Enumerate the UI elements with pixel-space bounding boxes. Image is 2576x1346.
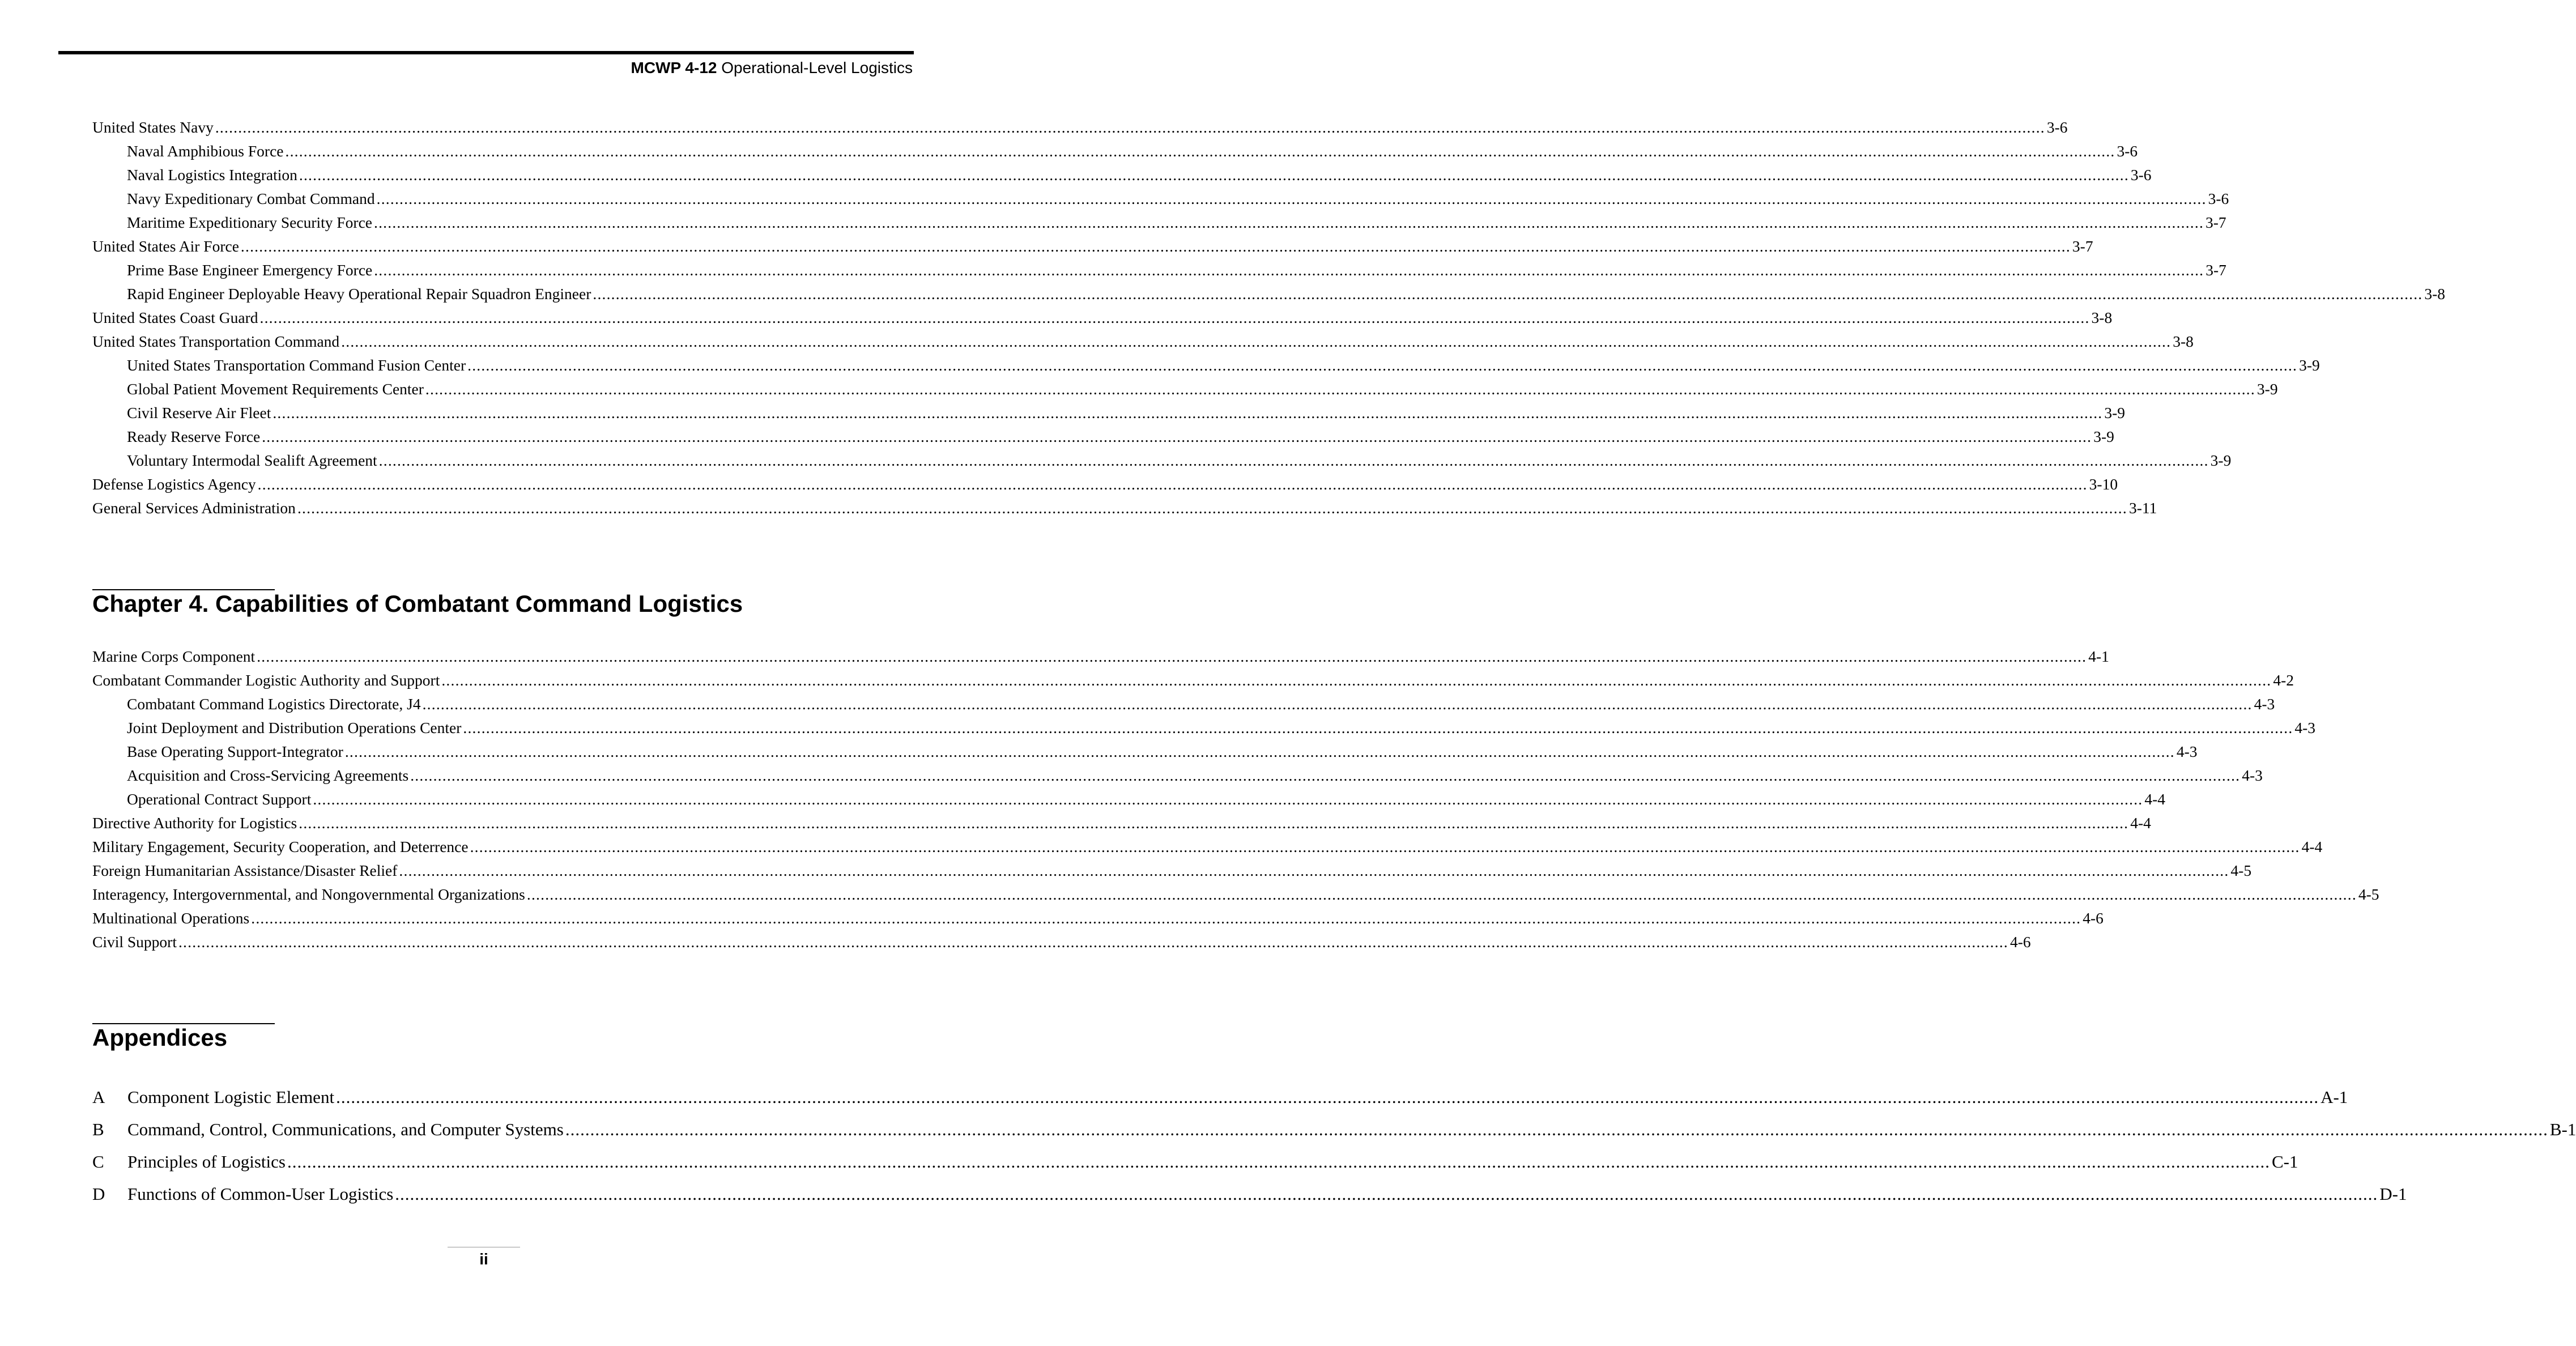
dot-leader: ................................................................................................................................................................................................................................................................................................................................................................................................................ [425, 380, 2255, 398]
dot-leader: ................................................................................................................................................................................................................................................................................................................................................................................................................ [399, 862, 2229, 879]
toc-entry[interactable] [92, 425, 2114, 449]
toc-entry[interactable] [92, 353, 2320, 377]
dot-leader: ................................................................................................................................................................................................................................................................................................................................................................................................................ [262, 428, 2092, 445]
appendix-title: Principles of Logistics [127, 1152, 286, 1172]
toc-entry-title: Naval Logistics Integration [127, 166, 297, 184]
toc-entry-page: 3-7 [2205, 261, 2226, 279]
toc-entry-title: Directive Authority for Logistics [92, 814, 297, 832]
dot-leader: ................................................................................................................................................................................................................................................................................................................................................................................................................ [467, 356, 2298, 374]
dot-leader: ................................................................................................................................................................................................................................................................................................................................................................................................................ [336, 1087, 2319, 1107]
dot-leader: ................................................................................................................................................................................................................................................................................................................................................................................................................ [240, 237, 2071, 255]
toc-entry[interactable] [92, 472, 2118, 496]
toc-entry[interactable] [92, 764, 2263, 787]
toc-entry-page: 3-10 [2089, 475, 2118, 493]
toc-entry-page: 4-4 [2301, 838, 2323, 855]
toc-entry[interactable] [92, 258, 2226, 282]
toc-entry[interactable] [92, 787, 2166, 811]
toc-entry-page: 3-7 [2205, 214, 2226, 231]
dot-leader: ................................................................................................................................................................................................................................................................................................................................................................................................................ [374, 214, 2204, 231]
toc-entry-page: 4-3 [2242, 766, 2263, 784]
toc-entry-page: 4-6 [2083, 909, 2104, 927]
toc-entry-title: General Services Administration [92, 499, 296, 517]
toc-entry[interactable] [92, 139, 2138, 163]
dot-leader: ................................................................................................................................................................................................................................................................................................................................................................................................................ [299, 814, 2129, 832]
toc-entry-title: United States Air Force [92, 237, 239, 255]
appendix-letter: D [92, 1184, 105, 1204]
dot-leader: ................................................................................................................................................................................................................................................................................................................................................................................................................ [526, 885, 2357, 903]
toc-entry-title: Military Engagement, Security Cooperation, and Deterrence [92, 838, 469, 855]
dot-leader: ................................................................................................................................................................................................................................................................................................................................................................................................................ [215, 118, 2045, 136]
toc-entry-page: 3-9 [2210, 451, 2232, 469]
toc-entry[interactable] [92, 859, 2252, 883]
toc-entry-page: 4-2 [2273, 671, 2294, 689]
page-number: ii [479, 1250, 488, 1268]
appendix-entry[interactable] [92, 1081, 2348, 1113]
toc-entry[interactable] [92, 282, 2446, 306]
toc-entry[interactable] [92, 449, 2232, 472]
toc-entry-title: United States Coast Guard [92, 309, 258, 326]
dot-leader: ................................................................................................................................................................................................................................................................................................................................................................................................................ [285, 142, 2115, 160]
toc-entry-page: 3-9 [2256, 380, 2278, 398]
appendix-title: Functions of Common-User Logistics [127, 1184, 394, 1204]
appendix-entry[interactable] [92, 1145, 2298, 1178]
dot-leader: ................................................................................................................................................................................................................................................................................................................................................................................................................ [178, 933, 2008, 951]
appendices-toc-list [92, 1081, 2576, 1210]
toc-entry-page: 3-11 [2128, 499, 2157, 517]
appendix-entry[interactable] [92, 1113, 2576, 1145]
toc-entry-title: Civil Reserve Air Fleet [127, 404, 271, 421]
dot-leader: ................................................................................................................................................................................................................................................................................................................................................................................................................ [410, 766, 2241, 784]
appendix-page: D-1 [2379, 1184, 2407, 1204]
dot-leader: ................................................................................................................................................................................................................................................................................................................................................................................................................ [313, 790, 2143, 808]
dot-leader: ................................................................................................................................................................................................................................................................................................................................................................................................................ [272, 404, 2103, 421]
dot-leader: ................................................................................................................................................................................................................................................................................................................................................................................................................ [341, 333, 2171, 350]
toc-entry[interactable] [92, 211, 2226, 235]
dot-leader: ................................................................................................................................................................................................................................................................................................................................................................................................................ [378, 451, 2209, 469]
chapter4-toc-list [92, 645, 2379, 954]
toc-entry[interactable] [92, 116, 2068, 139]
toc-entry-title: Joint Deployment and Distribution Operations Center [127, 719, 462, 736]
dot-leader: ................................................................................................................................................................................................................................................................................................................................................................................................................ [257, 475, 2088, 493]
dot-leader: ................................................................................................................................................................................................................................................................................................................................................................................................................ [565, 1119, 2548, 1139]
toc-entry-title: Defense Logistics Agency [92, 475, 256, 493]
toc-entry[interactable] [92, 187, 2229, 211]
doc-number: MCWP 4-12 [631, 59, 717, 76]
header-rule [58, 51, 914, 54]
chapter4-heading: Chapter 4. Capabilities of Combatant Command Logistics [92, 590, 743, 617]
toc-entry-page: 4-3 [2254, 695, 2275, 713]
toc-entry[interactable] [92, 883, 2379, 906]
dot-leader: ................................................................................................................................................................................................................................................................................................................................................................................................................ [257, 648, 2087, 665]
toc-entry[interactable] [92, 235, 2093, 258]
appendix-title: Component Logistic Element [127, 1087, 335, 1107]
appendices-heading: Appendices [92, 1024, 228, 1051]
toc-entry[interactable] [92, 692, 2275, 716]
toc-entry-page: 4-1 [2088, 648, 2109, 665]
toc-entry-title: Maritime Expeditionary Security Force [127, 214, 373, 231]
toc-entry-page: 4-5 [2358, 885, 2379, 903]
toc-entry-page: 3-8 [2091, 309, 2113, 326]
appendix-letter: B [92, 1119, 104, 1139]
toc-entry[interactable] [92, 163, 2152, 187]
toc-entry[interactable] [92, 306, 2113, 330]
toc-entry[interactable] [92, 645, 2109, 668]
toc-entry-title: Civil Support [92, 933, 177, 951]
toc-entry-title: United States Navy [92, 118, 214, 136]
toc-entry-title: Foreign Humanitarian Assistance/Disaster Relief [92, 862, 398, 879]
dot-leader: ................................................................................................................................................................................................................................................................................................................................................................................................................ [299, 166, 2129, 184]
toc-entry-page: 4-4 [2144, 790, 2166, 808]
toc-entry-page: 3-6 [2208, 190, 2229, 207]
toc-entry-page: 4-4 [2130, 814, 2151, 832]
toc-entry-page: 4-5 [2230, 862, 2252, 879]
toc-entry-title: Naval Amphibious Force [127, 142, 284, 160]
dot-leader: ................................................................................................................................................................................................................................................................................................................................................................................................................ [344, 743, 2175, 760]
appendix-letter: A [92, 1087, 105, 1107]
toc-entry-title: Acquisition and Cross-Servicing Agreements [127, 766, 409, 784]
toc-entry-page: 3-6 [2117, 142, 2138, 160]
dot-leader: ................................................................................................................................................................................................................................................................................................................................................................................................................ [251, 909, 2081, 927]
dot-leader: ................................................................................................................................................................................................................................................................................................................................................................................................................ [376, 190, 2207, 207]
toc-entry[interactable] [92, 377, 2278, 401]
toc-entry-page: 3-9 [2093, 428, 2114, 445]
toc-entry[interactable] [92, 906, 2104, 930]
toc-entry-title: Combatant Commander Logistic Authority and Support [92, 671, 440, 689]
toc-entry[interactable] [92, 930, 2031, 954]
dot-leader: ................................................................................................................................................................................................................................................................................................................................................................................................................ [395, 1184, 2378, 1204]
toc-entry-title: Operational Contract Support [127, 790, 312, 808]
dot-leader: ................................................................................................................................................................................................................................................................................................................................................................................................................ [297, 499, 2127, 517]
dot-leader: ................................................................................................................................................................................................................................................................................................................................................................................................................ [463, 719, 2293, 736]
toc-entry[interactable] [92, 811, 2151, 835]
dot-leader: ................................................................................................................................................................................................................................................................................................................................................................................................................ [374, 261, 2204, 279]
toc-entry-page: 3-6 [2130, 166, 2152, 184]
doc-title: Operational-Level Logistics [721, 59, 913, 76]
toc-entry-page: 3-8 [2173, 333, 2194, 350]
appendix-entry[interactable] [92, 1178, 2407, 1210]
toc-entry-page: 4-3 [2294, 719, 2316, 736]
toc-entry-title: Combatant Command Logistics Directorate, J4 [127, 695, 421, 713]
toc-entry[interactable] [92, 496, 2157, 520]
toc-entry-title: Marine Corps Component [92, 648, 256, 665]
toc-entry-page: 3-8 [2424, 285, 2446, 303]
toc-entry-title: Interagency, Intergovernmental, and Nongovernmental Organizations [92, 885, 525, 903]
toc-entry-title: Multinational Operations [92, 909, 250, 927]
toc-entry-page: 3-7 [2072, 237, 2093, 255]
dot-leader: ................................................................................................................................................................................................................................................................................................................................................................................................................ [422, 695, 2253, 713]
toc-entry-page: 3-9 [2299, 356, 2320, 374]
appendix-page: A-1 [2320, 1087, 2348, 1107]
appendix-page: B-1 [2549, 1119, 2576, 1139]
toc-entry-title: Global Patient Movement Requirements Center [127, 380, 424, 398]
toc-entry-page: 3-6 [2046, 118, 2068, 136]
toc-entry-page: 3-9 [2104, 404, 2126, 421]
toc-entry-title: Rapid Engineer Deployable Heavy Operational Repair Squadron Engineer [127, 285, 591, 303]
dot-leader: ................................................................................................................................................................................................................................................................................................................................................................................................................ [441, 671, 2272, 689]
toc-entry-title: Navy Expeditionary Combat Command [127, 190, 375, 207]
toc-entry[interactable] [92, 835, 2323, 859]
toc-entry-title: United States Transportation Command Fusion Center [127, 356, 466, 374]
toc-entry-title: Voluntary Intermodal Sealift Agreement [127, 451, 377, 469]
appendix-letter: C [92, 1152, 104, 1172]
dot-leader: ................................................................................................................................................................................................................................................................................................................................................................................................................ [593, 285, 2423, 303]
toc-entry-page: 4-6 [2009, 933, 2031, 951]
dot-leader: ................................................................................................................................................................................................................................................................................................................................................................................................................ [470, 838, 2300, 855]
toc-entry[interactable] [92, 716, 2316, 740]
dot-leader: ................................................................................................................................................................................................................................................................................................................................................................................................................ [259, 309, 2090, 326]
toc-entry-title: Prime Base Engineer Emergency Force [127, 261, 373, 279]
toc-entry-page: 4-3 [2176, 743, 2198, 760]
toc-entry[interactable] [92, 401, 2126, 425]
running-header [631, 59, 913, 77]
appendix-title: Command, Control, Communications, and Computer Systems [127, 1119, 564, 1139]
chapter3-toc-list [92, 116, 2446, 520]
toc-entry-title: Ready Reserve Force [127, 428, 261, 445]
toc-entry-title: Base Operating Support-Integrator [127, 743, 343, 760]
toc-entry-title: United States Transportation Command [92, 333, 340, 350]
toc-entry[interactable] [92, 668, 2294, 692]
dot-leader: ................................................................................................................................................................................................................................................................................................................................................................................................................ [287, 1152, 2270, 1172]
appendix-page: C-1 [2271, 1152, 2298, 1172]
toc-entry[interactable] [92, 330, 2194, 353]
toc-entry[interactable] [92, 740, 2198, 764]
